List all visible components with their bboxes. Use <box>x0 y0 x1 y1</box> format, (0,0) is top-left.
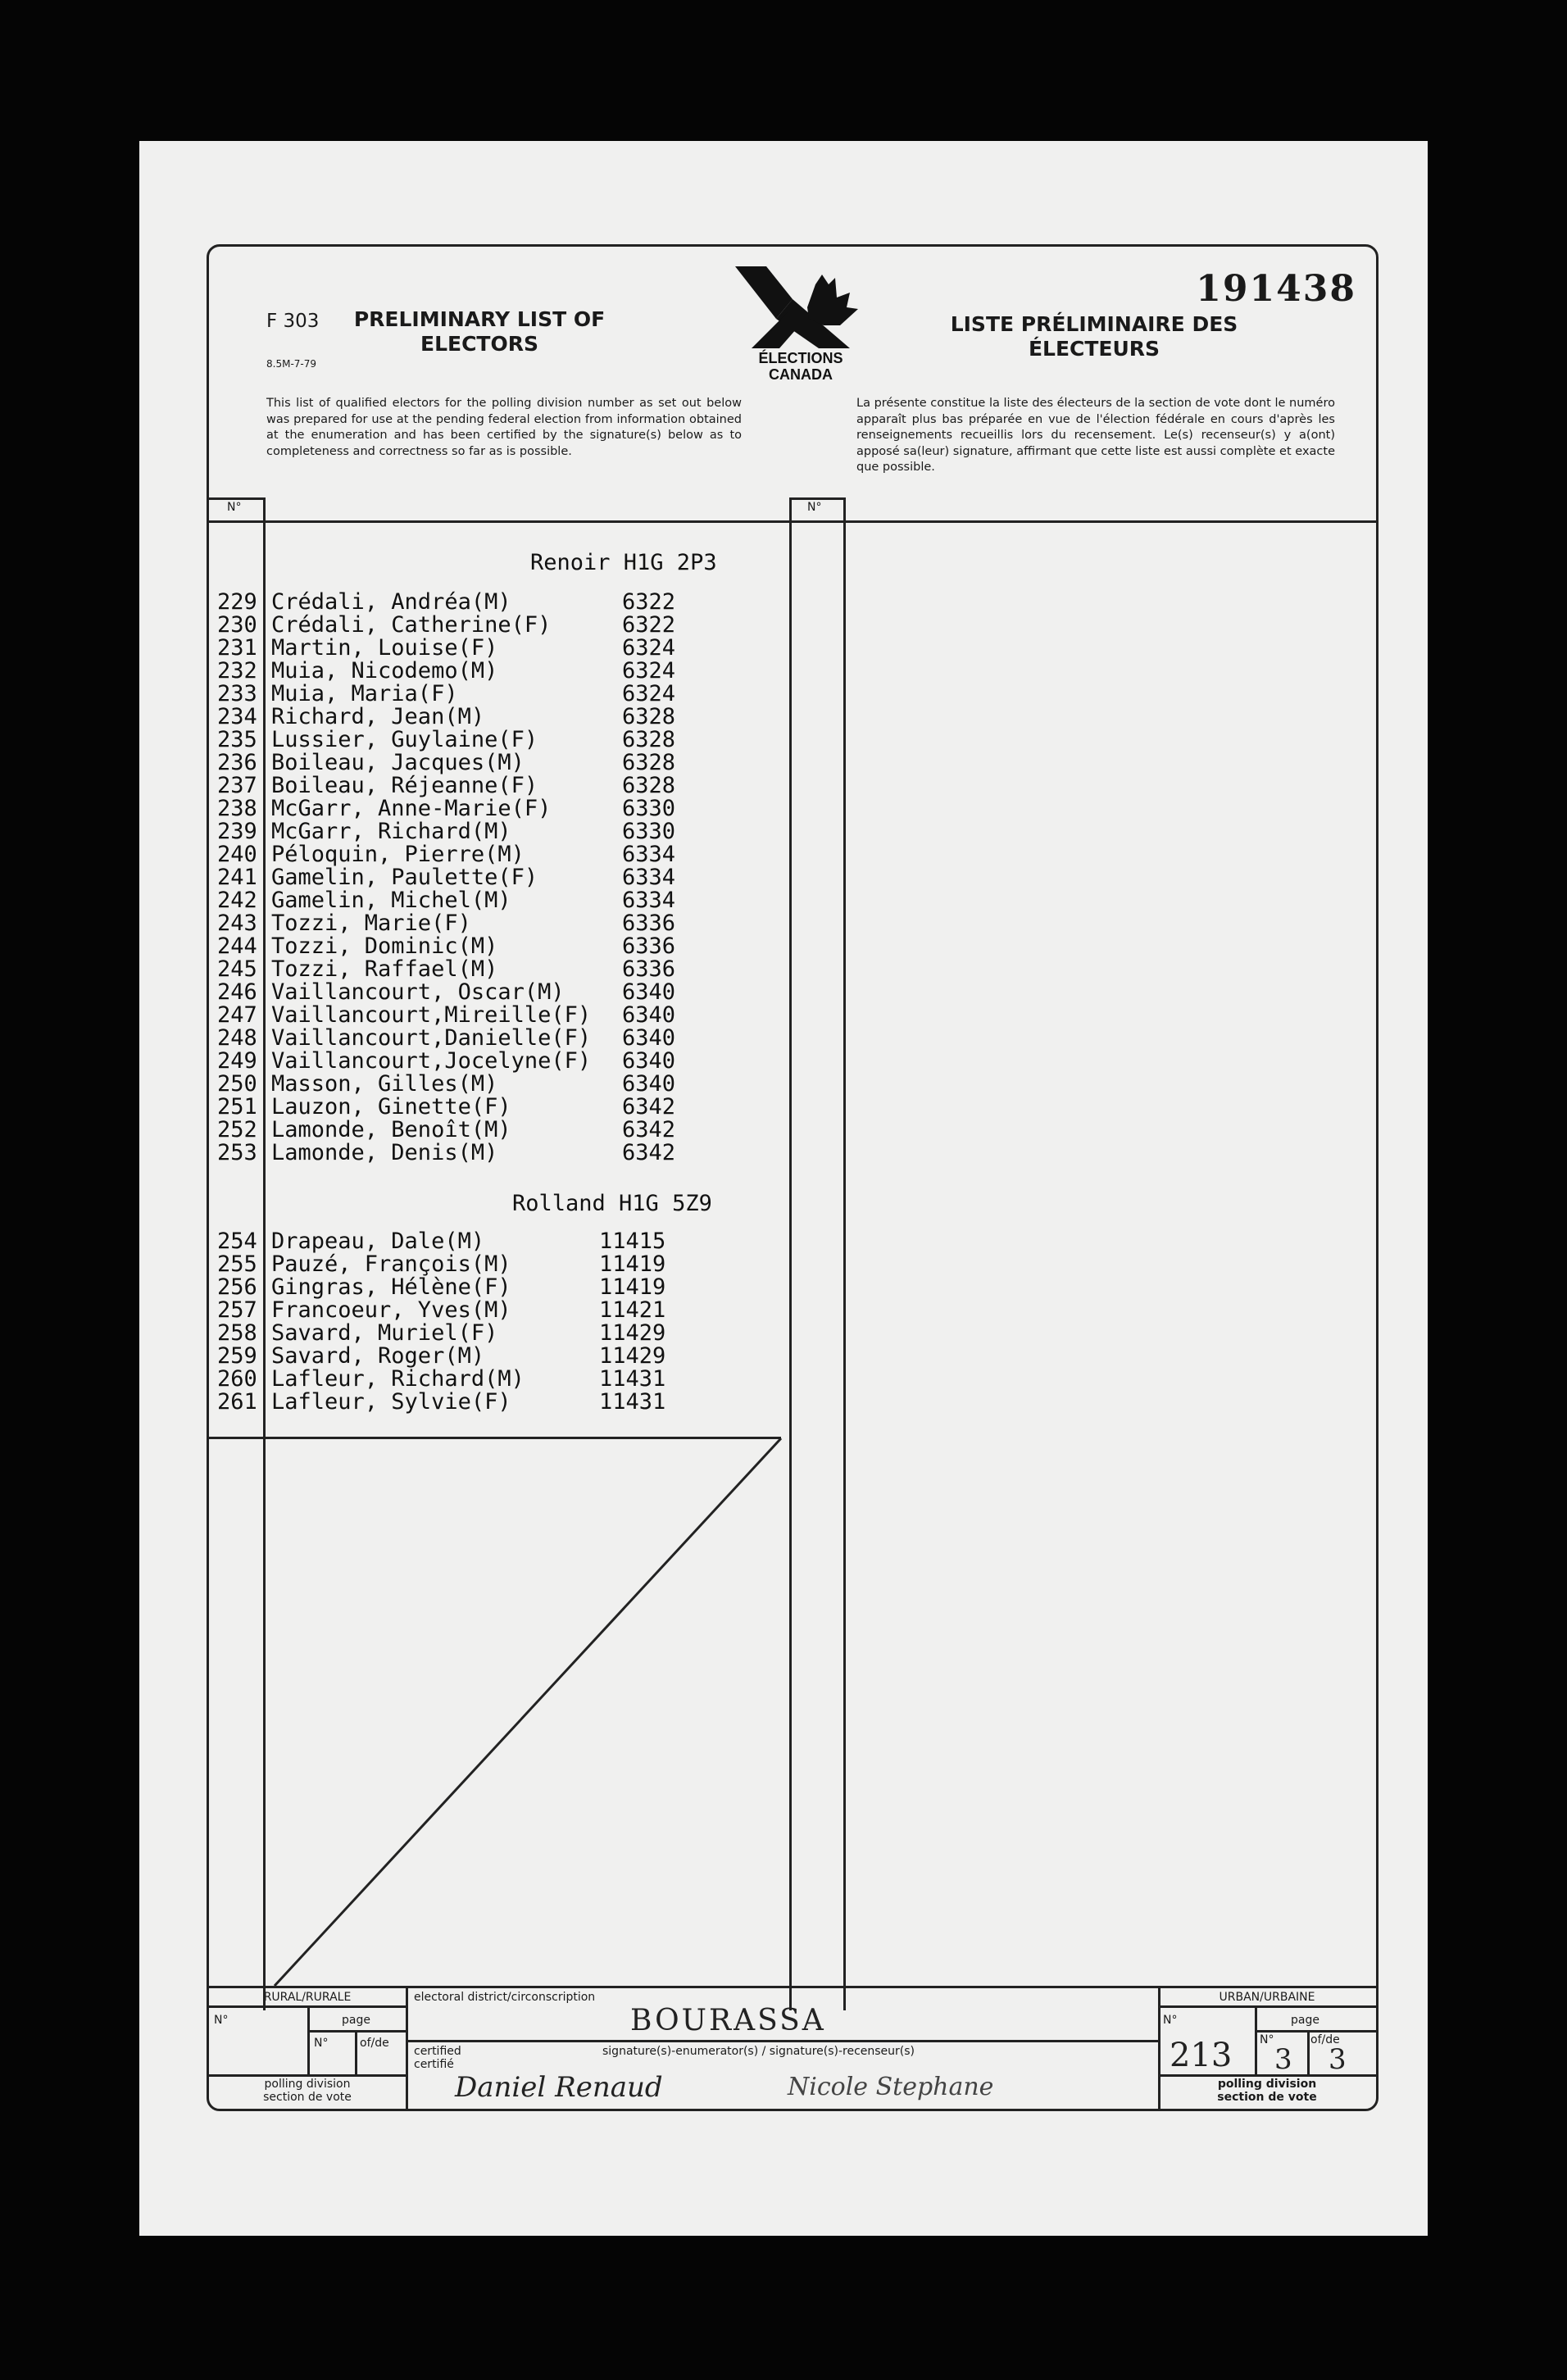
urban-bottom-rule <box>1158 2074 1376 2077</box>
elector-name: Boileau, Réjeanne(F) <box>271 773 538 798</box>
elector-name: Lamonde, Denis(M) <box>271 1140 498 1165</box>
elector-address-number: 11419 <box>599 1274 666 1300</box>
serial-number: 191438 <box>1196 268 1356 310</box>
urban-page-number: 3 <box>1274 2043 1292 2076</box>
urban-page-no-label: N° <box>1260 2033 1274 2046</box>
intro-text-english: This list of qualified electors for the polling division number as set out below was prepared for use at the pending federal election from information obtained at the enumeration and has been certified by the signature(s) below as to completeness and correctness so far as is possible. <box>266 397 742 458</box>
left-number-header: N° <box>227 501 242 514</box>
elector-number: 240 <box>217 842 257 867</box>
elector-address-number: 11419 <box>599 1251 666 1277</box>
right-number-header: N° <box>807 501 822 514</box>
electoral-district-label: electoral district/circonscription <box>414 1991 596 2004</box>
elector-number: 261 <box>217 1389 257 1415</box>
rural-page-no-label: N° <box>314 2037 329 2050</box>
elector-name: Tozzi, Dominic(M) <box>271 933 498 959</box>
elector-number: 254 <box>217 1229 257 1254</box>
elector-address-number: 6328 <box>622 727 676 752</box>
rural-page-label: page <box>342 2014 370 2027</box>
elector-number: 251 <box>217 1094 257 1120</box>
elector-number: 239 <box>217 819 257 844</box>
elector-number: 256 <box>217 1274 257 1300</box>
elector-name: Martin, Louise(F) <box>271 635 498 661</box>
elector-address-number: 11431 <box>599 1389 666 1415</box>
elector-number: 250 <box>217 1071 257 1097</box>
rural-page-rule <box>307 2005 310 2074</box>
elector-number: 255 <box>217 1251 257 1277</box>
elector-address-number: 6336 <box>622 933 676 959</box>
elector-name: Tozzi, Marie(F) <box>271 911 471 936</box>
elector-number: 232 <box>217 658 257 684</box>
elector-name: Lauzon, Ginette(F) <box>271 1094 511 1120</box>
elector-number: 230 <box>217 612 257 638</box>
elector-address-number: 11421 <box>599 1297 666 1323</box>
elector-address-number: 6328 <box>622 750 676 775</box>
elector-number: 247 <box>217 1002 257 1028</box>
urban-polling-division-label: polling division section de vote <box>1217 2078 1317 2104</box>
elector-name: Gamelin, Michel(M) <box>271 888 511 913</box>
elector-name: Savard, Muriel(F) <box>271 1320 498 1346</box>
certified-label: certified certifié <box>414 2045 461 2071</box>
elector-address-number: 6342 <box>622 1117 676 1142</box>
elector-name: Vaillancourt,Jocelyne(F) <box>271 1048 592 1074</box>
logo-text-en: CANADA <box>769 366 833 383</box>
elector-name: Crédali, Catherine(F) <box>271 612 552 638</box>
elector-name: Gingras, Hélène(F) <box>271 1274 511 1300</box>
elector-number: 249 <box>217 1048 257 1074</box>
urban-page-sub-rule <box>1255 2030 1376 2033</box>
elector-address-number: 6324 <box>622 635 676 661</box>
document-sheet <box>139 141 1428 2236</box>
form-date-code: 8.5M-7-79 <box>266 358 317 370</box>
urban-no-label: N° <box>1163 2014 1178 2027</box>
elector-number: 231 <box>217 635 257 661</box>
elector-address-number: 6322 <box>622 589 676 615</box>
elector-name: Péloquin, Pierre(M) <box>271 842 525 867</box>
rural-no-label: N° <box>214 2014 229 2027</box>
elector-name: Vaillancourt, Oscar(M) <box>271 979 565 1005</box>
elector-name: Richard, Jean(M) <box>271 704 485 729</box>
rural-polling-division-label: polling division section de vote <box>263 2078 352 2104</box>
elector-name: Muia, Nicodemo(M) <box>271 658 498 684</box>
enumerator-signature-1: Daniel Renaud <box>455 2071 663 2104</box>
elector-address-number: 6340 <box>622 979 676 1005</box>
elector-number: 258 <box>217 1320 257 1346</box>
urban-polling-number: 213 <box>1170 2037 1233 2074</box>
elector-address-number: 6328 <box>622 773 676 798</box>
elector-name: McGarr, Richard(M) <box>271 819 511 844</box>
elector-name: Gamelin, Paulette(F) <box>271 865 538 890</box>
footer-top-rule <box>209 1986 1376 1988</box>
signature-label: signature(s)-enumerator(s) / signature(s)-recenseur(s) <box>602 2045 915 2058</box>
elector-address-number: 6340 <box>622 1025 676 1051</box>
urban-header-rule <box>1158 2005 1376 2008</box>
elector-name: Savard, Roger(M) <box>271 1343 485 1369</box>
elector-name: Crédali, Andréa(M) <box>271 589 511 615</box>
elector-number: 245 <box>217 956 257 982</box>
elector-name: Lafleur, Richard(M) <box>271 1366 525 1392</box>
intro-text-french: La présente constitue la liste des électeurs de la section de vote dont le numéro apparaît plus bas préparée en vue de l'élection fédérale en cours d'après les renseignements recueillis lors du recensement. Le(s) recenseur(s) y a(ont) apposé sa(leur) signature, affirmant que cette liste est aussi complète et exacte que possible. <box>856 397 1335 474</box>
urban-label: URBAN/URBAINE <box>1219 1991 1315 2004</box>
elector-name: Boileau, Jacques(M) <box>271 750 525 775</box>
elector-number: 241 <box>217 865 257 890</box>
rural-bottom-rule <box>209 2074 406 2077</box>
elector-address-number: 6328 <box>622 704 676 729</box>
elector-address-number: 11431 <box>599 1366 666 1392</box>
elector-name: Lamonde, Benoît(M) <box>271 1117 511 1142</box>
elector-number: 259 <box>217 1343 257 1369</box>
elector-address-number: 11415 <box>599 1229 666 1254</box>
form-number: F 303 <box>266 311 320 332</box>
urban-page-label: page <box>1291 2014 1319 2027</box>
elector-address-number: 6342 <box>622 1094 676 1120</box>
cancel-diagonal-line <box>209 247 799 2109</box>
elector-number: 243 <box>217 911 257 936</box>
elector-name: McGarr, Anne-Marie(F) <box>271 796 552 821</box>
rural-right-rule <box>406 1986 408 2109</box>
district-bottom-rule <box>406 2040 1158 2042</box>
elector-number: 253 <box>217 1140 257 1165</box>
elector-number: 234 <box>217 704 257 729</box>
elector-address-number: 6336 <box>622 956 676 982</box>
elector-name: Lussier, Guylaine(F) <box>271 727 538 752</box>
elector-address-number: 6340 <box>622 1002 676 1028</box>
elector-address-number: 6334 <box>622 888 676 913</box>
urban-page-total: 3 <box>1329 2043 1347 2076</box>
title-french: LISTE PRÉLIMINAIRE DES ÉLECTEURS <box>950 312 1238 361</box>
elector-address-number: 6330 <box>622 796 676 821</box>
elector-address-number: 6340 <box>622 1071 676 1097</box>
elector-address-number: 6324 <box>622 658 676 684</box>
elector-number: 242 <box>217 888 257 913</box>
elector-number: 236 <box>217 750 257 775</box>
elector-number: 244 <box>217 933 257 959</box>
elector-name: Tozzi, Raffael(M) <box>271 956 498 982</box>
elector-name: Pauzé, François(M) <box>271 1251 511 1277</box>
elector-address-number: 6336 <box>622 911 676 936</box>
elector-address-number: 6330 <box>622 819 676 844</box>
right-number-column-rule <box>843 497 846 2010</box>
elector-name: Vaillancourt,Mireille(F) <box>271 1002 592 1028</box>
elector-number: 235 <box>217 727 257 752</box>
elector-number: 233 <box>217 681 257 706</box>
elector-number: 257 <box>217 1297 257 1323</box>
elector-number: 260 <box>217 1366 257 1392</box>
street-header: Rolland H1G 5Z9 <box>512 1191 712 1216</box>
elector-number: 238 <box>217 796 257 821</box>
elector-name: Muia, Maria(F) <box>271 681 458 706</box>
elector-address-number: 6342 <box>622 1140 676 1165</box>
elector-list-form <box>207 244 1379 2111</box>
urban-ofde-rule <box>1307 2030 1310 2074</box>
rural-label: RURAL/RURALE <box>263 1991 352 2004</box>
elector-name: Francoeur, Yves(M) <box>271 1297 511 1323</box>
elector-address-number: 6340 <box>622 1048 676 1074</box>
elector-name: Drapeau, Dale(M) <box>271 1229 485 1254</box>
elector-address-number: 6322 <box>622 612 676 638</box>
rural-of-de-label: of/de <box>360 2037 389 2050</box>
elector-name: Vaillancourt,Danielle(F) <box>271 1025 592 1051</box>
elector-address-number: 6334 <box>622 865 676 890</box>
elector-number: 229 <box>217 589 257 615</box>
elector-address-number: 11429 <box>599 1343 666 1369</box>
electoral-district-value: BOURASSA <box>630 2004 826 2037</box>
elector-number: 237 <box>217 773 257 798</box>
elector-number: 246 <box>217 979 257 1005</box>
rural-ofde-rule <box>355 2030 357 2074</box>
elector-number: 252 <box>217 1117 257 1142</box>
logo-text-fr: ÉLECTIONS <box>758 350 843 366</box>
title-english: PRELIMINARY LIST OF ELECTORS <box>353 307 606 356</box>
elector-name: Lafleur, Sylvie(F) <box>271 1389 511 1415</box>
street-header: Renoir H1G 2P3 <box>530 550 717 575</box>
enumerator-signature-2: Nicole Stephane <box>788 2073 994 2101</box>
elector-number: 248 <box>217 1025 257 1051</box>
urban-of-de-label: of/de <box>1310 2033 1340 2046</box>
elector-address-number: 11429 <box>599 1320 666 1346</box>
elector-address-number: 6334 <box>622 842 676 867</box>
elector-name: Masson, Gilles(M) <box>271 1071 498 1097</box>
urban-page-rule <box>1255 2005 1257 2074</box>
elector-address-number: 6324 <box>622 681 676 706</box>
